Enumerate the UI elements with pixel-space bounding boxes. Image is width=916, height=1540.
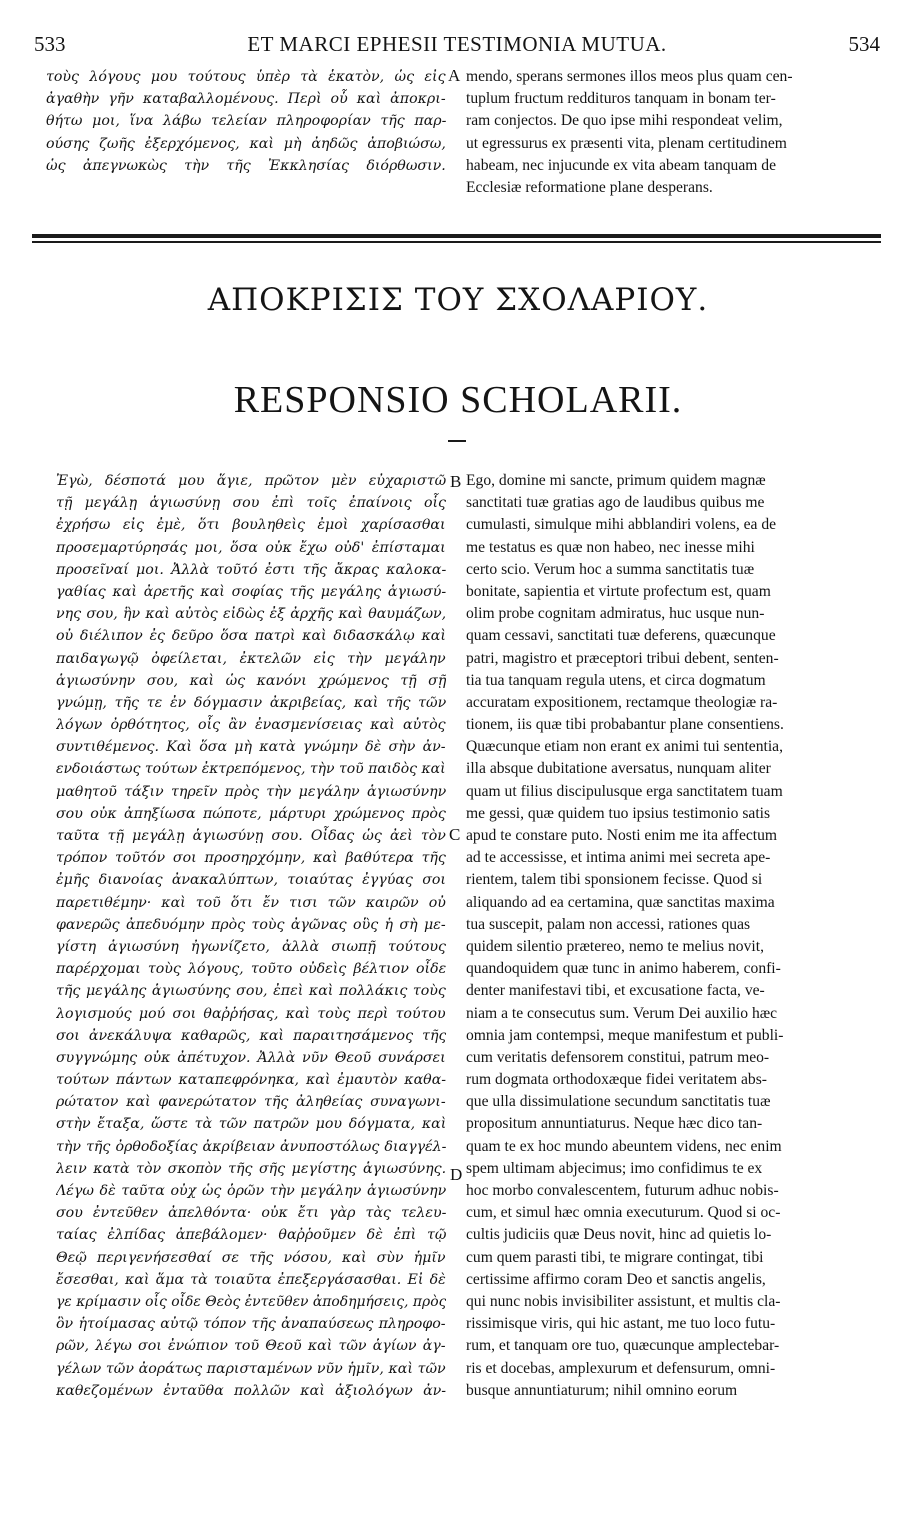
latin-text-line: Quæcunque etiam non erant ex animi tui sententia,	[466, 738, 783, 756]
greek-text-line: ἁγιωσύνην σου, καὶ ὡς κανόνι χρώμενος τῇ σῇ	[56, 672, 446, 689]
greek-text-line: ενδοιάστως τούτων ἐκτρεπόμενος, τὴν τοῦ παιδὸς καὶ	[56, 761, 446, 778]
greek-text-line: ἀγαθὴν γῆν καταβαλλομένους. Περὶ οὗ καὶ ἀποκρι-	[46, 91, 446, 108]
latin-text-line: ris et docebas, amplexurum et defensurum, omni-	[466, 1359, 776, 1377]
greek-title: ΑΠΟΚΡΙΣΙΣ ΤΟΥ ΣΧΟΛΑΡΙΟΥ.	[207, 282, 709, 318]
latin-text-line: accuratam expositionem, rectamque theologiæ ra-	[466, 693, 778, 711]
latin-text-line: habeam, nec injucunde ex vita abeam tanquam de	[466, 156, 777, 174]
latin-text-line: propositum annuntiaturus. Neque hæc dico tan-	[466, 1115, 763, 1133]
greek-text-line: ρῶν, λέγω σοι ἐνώπιον τοῦ Θεοῦ καὶ τῶν ἁγίων ἀγ-	[56, 1338, 446, 1355]
greek-text-line: ἐχρήσω εἰς ἐμὲ, ὅτι βουληθεὶς ἐμοὶ χαρίσασθαι	[56, 517, 446, 534]
greek-text-line: οὐ διέλιπον ἐς δεῦρο ὅσα πατρὶ καὶ διδασκάλῳ καὶ	[56, 628, 446, 645]
greek-text-line: παρέρχομαι τοὺς λόγους, τοῦτο οὐδεὶς βέλτιον οἶδε	[56, 961, 446, 978]
latin-text-line: rientem, talem tibi sponsionem fecisse. Quod si	[466, 871, 763, 889]
greek-text-line: γέλων τῶν ἀοράτως παρισταμένων νῦν ἡμῖν, καὶ τῶν	[56, 1360, 446, 1377]
greek-text-line: γε κρίμασιν οἷς οἶδε Θεὸς ἐντεῦθεν ἀποδημήσεις, πρὸς	[56, 1293, 447, 1310]
latin-text-line: omnia jam contempsi, meque manifestum et publi-	[466, 1026, 784, 1044]
greek-text-line: παιδαγωγῷ ὀφείλεται, ἐκτελῶν εἰς τὴν μεγάλην	[56, 650, 446, 667]
latin-title: RESPONSIO SCHOLARII.	[233, 379, 683, 421]
greek-text-line: θήτω μοι, ἵνα λάβω τελείαν πληροφορίαν τῆς παρ-	[46, 113, 446, 130]
running-title: ET MARCI EPHESII TESTIMONIA MUTUA.	[247, 32, 667, 56]
greek-text-line: σου οὐκ ἀπηξίωσα πώποτε, μάρτυρι χρώμενος πρὸς	[56, 805, 446, 822]
greek-text-line: λογισμούς μού σοι θαῤῥήσας, καὶ τοὺς περὶ τούτου	[56, 1005, 446, 1022]
latin-text-line: ad te accessisse, et intima animi mei secreta ape-	[466, 849, 771, 867]
greek-text-line: ὡς ἀπεγνωκὼς τὴν τῆς Ἐκκλησίας διόρθωσιν.	[46, 157, 446, 174]
latin-text-line: mendo, sperans sermones illos meos plus quam cen-	[466, 68, 793, 85]
latin-text-line: cum veritatis defensorem constitui, patrum meo-	[466, 1048, 770, 1066]
greek-text-line: συντιθέμενος. Καὶ ὅσα μὴ κατὰ γνώμην δὲ σὴν ἀν-	[56, 739, 446, 756]
latin-text-line: quam te ex hoc mundo abeuntem videns, nec enim	[466, 1137, 782, 1155]
latin-text-line: certissime affirmo coram Deo et sanctis angelis,	[466, 1270, 766, 1288]
latin-text-line: ram conjectos. De quo ipse mihi respondeat velim,	[466, 112, 783, 130]
margin-letter-d: D	[450, 1165, 463, 1184]
latin-text-line: cum quem parasti tibi, te migrare contingat, tibi	[466, 1248, 764, 1266]
latin-text-line: busque annuntiaturum; nihil omnino eorum	[466, 1381, 738, 1399]
latin-text-line: illa absque dubitatione aversatus, nunquam aliter	[466, 760, 771, 778]
greek-text-line: τούτων πάντων καταπεφρόνηκα, καὶ ἐμαυτὸν καθα-	[56, 1072, 446, 1089]
latin-text-line: rissimisque viris, qui hic astant, me tuo loco futu-	[466, 1315, 776, 1333]
running-header	[34, 32, 880, 62]
latin-text-line: quandoquidem quæ tunc in animo haberem, confi-	[466, 960, 781, 978]
latin-text-line: que ulla dissimulatione secundum sanctitatis tuæ	[466, 1093, 771, 1111]
greek-text-line: προσεμαρτύρησάς μοι, ὅσα οὐκ ἔχω οὐδ' ἐπίσταμαι	[56, 539, 446, 556]
greek-text-line: ρώτατον καὶ φανερώτατον τῆς ἀληθείας συναγωνι-	[56, 1094, 446, 1111]
greek-text-line: ταίας ἐλπίδας ἀπεβάλομεν· θαῤῥοῦμεν δὲ ἐπὶ τῷ	[56, 1227, 446, 1244]
latin-text-line: aliquando ad ea certamina, quæ sanctitas maxima	[466, 893, 775, 911]
greek-text-line: λόγων ὀρθότητος, οἷς ἂν ἐνασμενίσειας καὶ αὐτὸς	[56, 717, 446, 734]
top-latin-column	[466, 66, 878, 199]
greek-text-line: τὴν τῆς ὀρθοδοξίας ἀκρίβειαν ἀνυποστόλως διαγγέλ-	[56, 1138, 446, 1155]
greek-text-line: τῇ μεγάλῃ ἁγιωσύνῃ σου ἐπὶ τοῖς ἐπαίνοις οἷς	[56, 495, 446, 512]
latin-text-line: ut egressurus ex præsenti vita, plenam certitudinem	[466, 134, 787, 152]
main-latin-column	[466, 470, 880, 1402]
latin-text-line: quam ut filius discipulusque erga sanctitatem tuam	[466, 782, 783, 800]
main-greek-column	[56, 470, 446, 1402]
greek-text-line: τοὺς λόγους μου τούτους ὑπὲρ τὰ ἑκατὸν, ὡς εἰς	[46, 69, 446, 85]
section-divider-thick	[32, 234, 881, 238]
greek-text-line: παρετιθέμην· καὶ τοῦ ὅτι ἔν τισι τῶν καιρῶν οὐ	[56, 894, 446, 911]
greek-text-line: ὃν ἡτοίμασας αὐτῷ τόπον τῆς ἀναπαύσεως πληροφο-	[56, 1316, 446, 1333]
greek-text-line: γίστη ἁγιωσύνη ἠγωνίζετο, ἀλλὰ σιωπῇ τούτους	[56, 938, 446, 955]
latin-text-line: quidem silentio prætereo, nemo te melius novit,	[466, 937, 764, 955]
top-greek-column	[46, 66, 446, 177]
greek-text-line: τρόπον τοῦτόν σοι προσηρχόμην, καὶ βαθύτερα τῆς	[56, 850, 446, 867]
latin-text-line: sanctitati tuæ gratias ago de laudibus quibus me	[466, 494, 765, 512]
latin-text-line: me testatus es quæ non habeo, nec inesse mihi	[466, 538, 755, 556]
margin-letter-c: C	[449, 825, 461, 844]
latin-text-line: patri, magistro et præceptori tribui debent, senten-	[466, 649, 779, 667]
greek-text-line: καθεζομένων ἐνταῦθα πολλῶν καὶ ἀξιολόγων ἀν-	[56, 1382, 446, 1399]
greek-text-line: νης σου, ἣν καὶ αὐτὸς εἰδὼς ἐξ ἀρχῆς καὶ θαυμάζων,	[56, 606, 446, 623]
latin-text-line: certo scio. Verum hoc a summa sanctitatis tuæ	[466, 560, 755, 578]
latin-text-line: quam cessavi, sanctitati tuæ deferens, quæcunque	[466, 627, 776, 645]
latin-text-line: spem ultimam abjecimus; imo confidimus te ex	[466, 1159, 763, 1177]
latin-text-line: Ego, domine mi sancte, primum quidem magnæ	[466, 472, 766, 489]
latin-text-line: niam a te consecutus sum. Verum Dei auxilio hæc	[466, 1004, 778, 1022]
latin-text-line: tia tua tanquam regula utens, et circa dogmatum	[466, 671, 766, 689]
title-dash	[448, 440, 466, 442]
latin-text-line: hoc morbo convalescentem, futurum adhuc nobis-	[466, 1182, 779, 1199]
latin-text-line: me gessi, quæ quidem tuo ipsius testimonio satis	[466, 804, 771, 822]
margin-letter-b: B	[450, 472, 462, 491]
latin-text-line: tua suscepit, palam non accessi, rationes quas	[466, 915, 751, 933]
greek-text-line: προσεῖναί μοι. Ἀλλὰ τοῦτό ἐστι τῆς ἄκρας καλοκα-	[56, 561, 446, 578]
latin-text-line: olim probe cognitam admiratus, huc usque nun-	[466, 605, 765, 623]
latin-text-line: bonitate, sapientia et virtute profectum est, quam	[466, 582, 771, 600]
page-number-left: 533	[34, 32, 66, 56]
greek-text-line: ούσης ζωῆς ἐξερχόμενος, καὶ μὴ ἀηδῶς ἀποβιώσω,	[46, 135, 446, 152]
latin-text-line: rum, et tanquam ore tuo, quæcunque amplectebar-	[466, 1337, 780, 1355]
greek-text-line: στὴν ἔταξα, ὥστε τὰ τῶν πατρῶν μου δόγματα, καὶ	[56, 1116, 446, 1133]
section-divider-thin	[32, 241, 881, 243]
latin-text-line: denter manifestavi tibi, et excusatione facta, ve-	[466, 982, 765, 1000]
margin-letter-a: A	[448, 66, 461, 85]
greek-text-line: γαθίας καὶ ἀρετῆς καὶ σοφίας τῆς μεγάλης ἁγιωσύ-	[56, 583, 446, 600]
greek-text-line: Ἐγὼ, δέσποτά μου ἅγιε, πρῶτον μὲν εὐχαριστῶ	[56, 473, 446, 489]
greek-text-line: φανερῶς ἀπεδυόμην πρὸς τοὺς ἀγῶνας οὓς ἡ σὴ με-	[56, 916, 446, 933]
greek-text-line: σου ἐντεῦθεν ἀπελθόντα· οὐκ ἔτι γὰρ τὰς τελευ-	[56, 1205, 446, 1222]
greek-text-line: συγγνώμης οὐκ ἀπέτυχον. Ἀλλὰ νῦν Θεοῦ συνάρσει	[56, 1049, 446, 1066]
latin-text-line: Ecclesiæ reformatione plane desperans.	[466, 178, 713, 196]
greek-text-line: σοι ἀνεκάλυψα καθαρῶς, καὶ παραιτησάμενος τῆς	[56, 1027, 446, 1044]
latin-text-line: cultis judiciis quæ Deus novit, hinc ad quietis lo-	[466, 1226, 772, 1244]
greek-text-line: μαθητοῦ τάξιν τηρεῖν πρὸς τὴν μεγάλην ἁγιωσύνην	[56, 783, 446, 800]
greek-text-line: ταῦτα τῇ μεγάλῃ ἁγιωσύνῃ σου. Οἶδας ὡς ἀεὶ τὸν	[56, 828, 446, 844]
greek-text-line: τῆς μεγάλης ἁγιωσύνης σου, ἐπεὶ καὶ πολλάκις τοὺς	[56, 983, 446, 1000]
page-number-right: 534	[848, 32, 880, 56]
latin-text-line: qui nunc nobis invisibiliter assistunt, et multis cla-	[466, 1292, 781, 1310]
latin-text-line: cum, et simul hæc omnia executurum. Quod si oc-	[466, 1204, 781, 1222]
greek-text-line: Θεῷ περιγενήσεσθαί σε τῆς νόσου, καὶ σὺν ἡμῖν	[56, 1249, 446, 1266]
latin-text-line: rum dogmata orthodoxæque fidei veritatem abs-	[466, 1071, 767, 1089]
latin-text-line: tuplum fructum reddituros tanquam in bonam ter-	[466, 90, 776, 108]
latin-text-line: cumulasti, simulque mihi abblandiri volens, ea de	[466, 516, 777, 534]
greek-text-line: γνώμῃ, τῆς τε ἐν δόγμασιν ἀκριβείας, καὶ τῆς τῶν	[56, 694, 446, 711]
latin-text-line: apud te constare puto. Nosti enim me ita affectum	[466, 827, 778, 844]
greek-text-line: ἐμῆς διανοίας ἀνακαλύπτων, τοιαύτας ἐγγύας σοι	[56, 872, 446, 889]
latin-text-line: tionem, iis quæ tibi probabantur plane consentiens.	[466, 716, 784, 734]
greek-text-line: ἔσεσθαι, καὶ ἅμα τὰ τοιαῦτα ἐπεξεργάσασθαι. Εἰ δὲ	[56, 1271, 446, 1288]
greek-text-line: λειν κατὰ τὸν σκοπὸν τῆς σῆς μεγίστης ἁγιωσύνης.	[56, 1160, 446, 1177]
greek-text-line: Λέγω δὲ ταῦτα οὐχ ὡς ὁρῶν τὴν μεγάλην ἁγιωσύνην	[56, 1183, 446, 1199]
